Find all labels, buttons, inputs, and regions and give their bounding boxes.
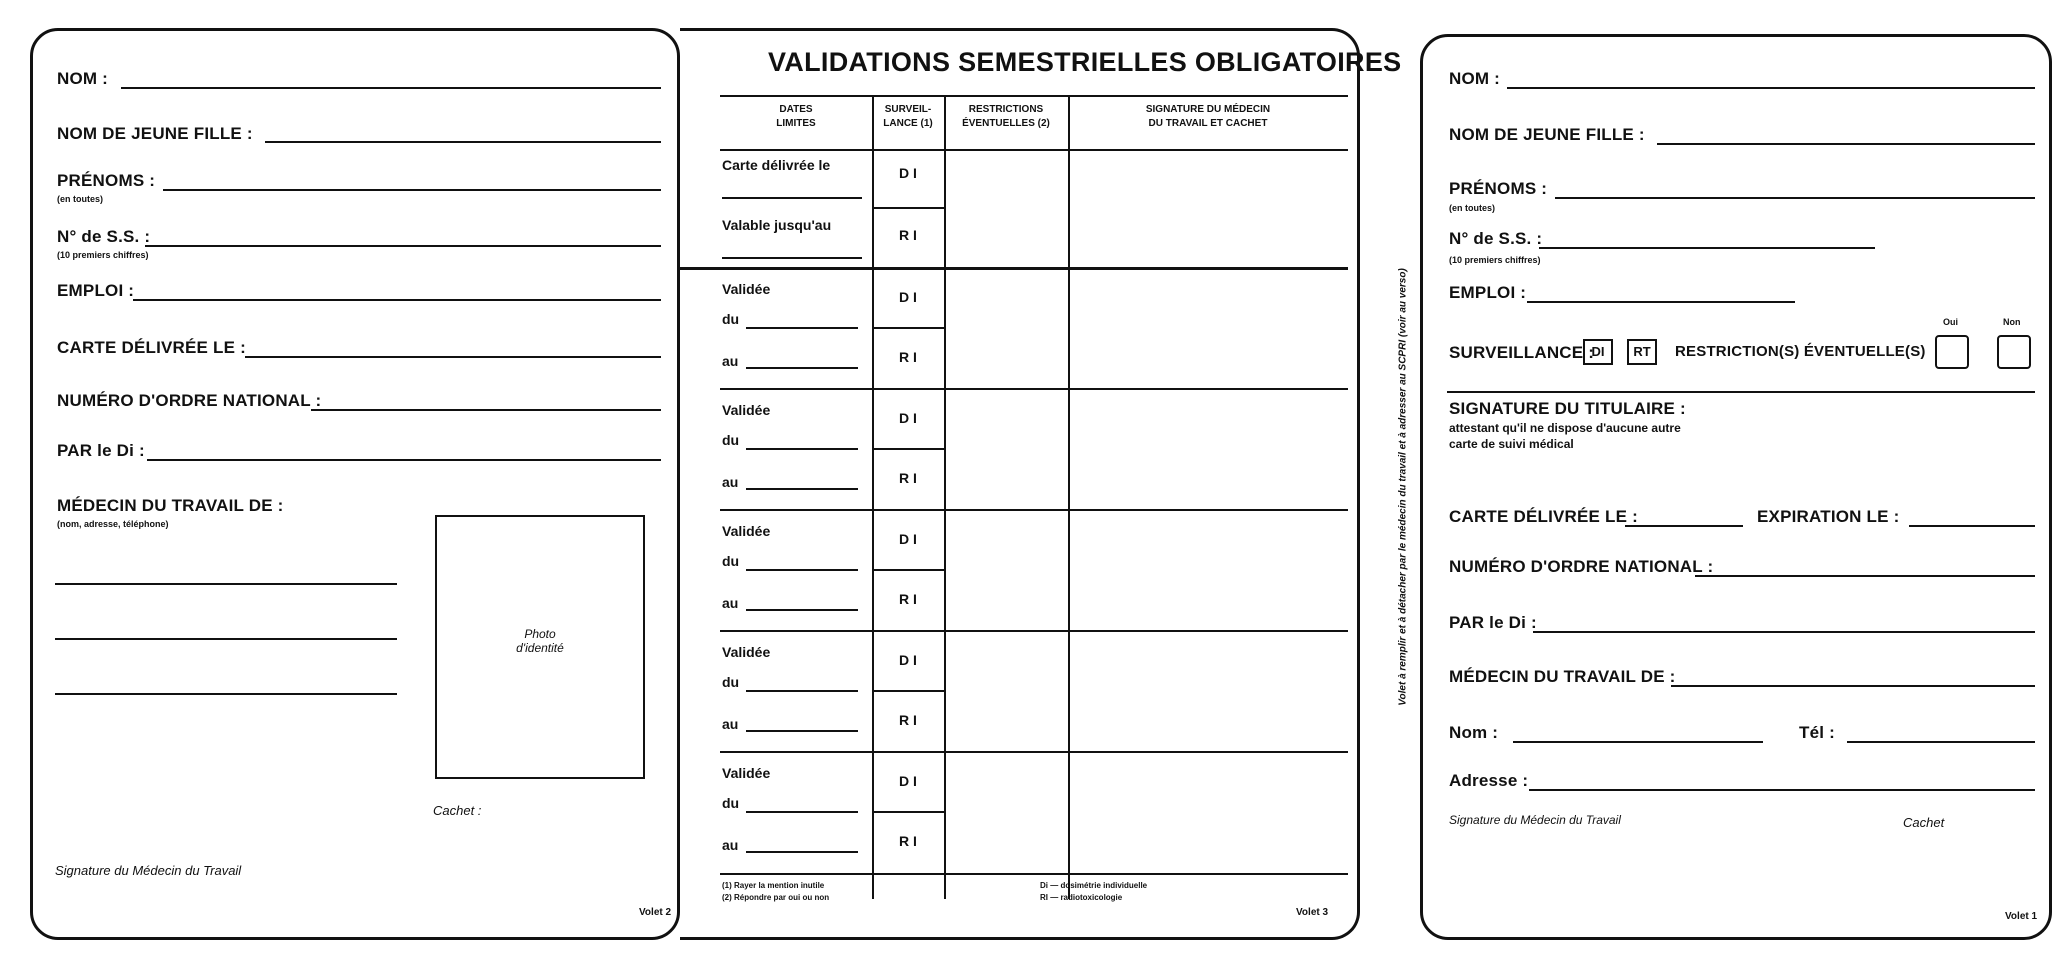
- medecin-line-3[interactable]: [55, 693, 397, 695]
- prenoms-note: (en toutes): [57, 194, 103, 204]
- ss-label: N° de S.S. :: [57, 227, 151, 246]
- volet-1-label: Volet 1: [2005, 911, 2038, 922]
- au-label: au: [722, 474, 739, 490]
- nom-jeune-fille-label: NOM DE JEUNE FILLE :: [57, 124, 253, 143]
- oui-checkbox[interactable]: [1935, 335, 1969, 369]
- au-label: au: [722, 716, 739, 732]
- validee-label: Validée: [722, 402, 771, 418]
- card-volet-3: [680, 28, 1402, 940]
- oui-label: Oui: [1943, 317, 1958, 327]
- rt-checkbox[interactable]: RT: [1627, 339, 1657, 365]
- photo-label: Photo d'identité: [516, 627, 564, 655]
- rt-cell[interactable]: R I: [899, 712, 917, 728]
- du-field[interactable]: [746, 448, 858, 450]
- surv-split: [874, 569, 944, 571]
- valable-cell: Valable jusqu'au: [722, 217, 832, 233]
- block-rule: [720, 630, 1348, 632]
- c3-ss-label: N° de S.S. :: [1449, 229, 1543, 248]
- c3-prenoms-note: (en toutes): [1449, 203, 1495, 213]
- col-divider-3: [1068, 95, 1070, 899]
- au-label: au: [722, 837, 739, 853]
- du-field[interactable]: [746, 327, 858, 329]
- restrictions-label: RESTRICTION(S) ÉVENTUELLE(S): [1675, 343, 1926, 360]
- legend-rt: RI — radiotoxicologie: [1040, 893, 1123, 902]
- du-label: du: [722, 795, 740, 811]
- au-field[interactable]: [746, 609, 858, 611]
- par-le-di-field[interactable]: [147, 459, 661, 461]
- c3-nom2-label: Nom :: [1449, 723, 1499, 742]
- header-dates: DATES LIMITES: [776, 104, 816, 129]
- header-restrictions: RESTRICTIONS ÉVENTUELLES (2): [962, 104, 1050, 129]
- c3-nom-label: NOM :: [1449, 69, 1501, 88]
- ss-field[interactable]: [145, 245, 661, 247]
- adresse-field[interactable]: [1529, 789, 2035, 791]
- header-top-rule: [720, 95, 1348, 97]
- c3-signature-medecin: Signature du Médecin du Travail: [1449, 813, 1621, 827]
- di-cell[interactable]: D I: [899, 773, 917, 789]
- carte-delivree-label: CARTE DÉLIVRÉE LE :: [57, 338, 246, 357]
- block-rule: [720, 751, 1348, 753]
- c3-numero-ordre-field[interactable]: [1695, 575, 2035, 577]
- signature-label: Signature du Médecin du Travail: [55, 863, 242, 878]
- c3-nom-jeune-fille-field[interactable]: [1657, 143, 2035, 145]
- di-checkbox[interactable]: DI: [1583, 339, 1613, 365]
- volet-3-label: Volet 3: [1296, 907, 1329, 918]
- c3-prenoms-label: PRÉNOMS :: [1449, 179, 1548, 198]
- c3-numero-ordre-label: NUMÉRO D'ORDRE NATIONAL :: [1449, 557, 1714, 576]
- carte-delivree-cell: Carte délivrée le: [722, 157, 831, 173]
- block-rule: [720, 388, 1348, 390]
- surv-split: [874, 327, 944, 329]
- au-field[interactable]: [746, 851, 858, 853]
- vertical-note: Volet à remplir et à détacher par le médecin du travail et à adresser au SCPRI (voir au verso): [1397, 268, 1409, 706]
- rt-cell[interactable]: R I: [899, 833, 917, 849]
- du-label: du: [722, 553, 740, 569]
- rt-cell[interactable]: R I: [899, 591, 917, 607]
- col-divider-2: [944, 95, 946, 899]
- numero-ordre-label: NUMÉRO D'ORDRE NATIONAL :: [57, 391, 322, 410]
- par-le-di-label: PAR le Di :: [57, 441, 145, 460]
- validee-label: Validée: [722, 644, 771, 660]
- du-field[interactable]: [746, 569, 858, 571]
- card-volet-2: [30, 28, 680, 940]
- au-label: au: [722, 353, 739, 369]
- c3-carte-delivree-field[interactable]: [1625, 525, 1743, 527]
- tel-label: Tél :: [1799, 723, 1835, 742]
- signature-titulaire-label: SIGNATURE DU TITULAIRE :: [1449, 399, 1686, 418]
- c3-emploi-label: EMPLOI :: [1449, 283, 1527, 302]
- du-label: du: [722, 674, 740, 690]
- validee-label: Validée: [722, 523, 771, 539]
- header-bottom-rule: [720, 149, 1348, 151]
- block-rule-0: [680, 267, 1348, 270]
- footer-rule: [720, 873, 1348, 875]
- valable-date[interactable]: [722, 257, 862, 259]
- di-cell[interactable]: D I: [899, 531, 917, 547]
- medecin-line-2[interactable]: [55, 638, 397, 640]
- rt-cell-0[interactable]: R I: [899, 227, 917, 243]
- validee-label: Validée: [722, 281, 771, 297]
- section-rule-1: [1447, 391, 2035, 393]
- non-checkbox[interactable]: [1997, 335, 2031, 369]
- medecin-note: (nom, adresse, téléphone): [57, 519, 169, 529]
- expiration-label: EXPIRATION LE :: [1757, 507, 1900, 526]
- volet-label: Volet 2: [639, 907, 672, 918]
- c3-ss-field[interactable]: [1539, 247, 1875, 249]
- carte-delivree-field[interactable]: [245, 356, 661, 358]
- c3-par-le-di-field[interactable]: [1533, 631, 2035, 633]
- du-label: du: [722, 311, 740, 327]
- di-cell[interactable]: D I: [899, 410, 917, 426]
- attestant-line-2: carte de suivi médical: [1449, 437, 1574, 451]
- emploi-field[interactable]: [133, 299, 661, 301]
- card-volet-1: [1397, 34, 2052, 940]
- di-cell[interactable]: D I: [899, 289, 917, 305]
- di-cell[interactable]: D I: [899, 652, 917, 668]
- numero-ordre-field[interactable]: [311, 409, 661, 411]
- surv-split: [874, 690, 944, 692]
- au-field[interactable]: [746, 367, 858, 369]
- prenoms-label: PRÉNOMS :: [57, 171, 156, 190]
- surveillance-label: SURVEILLANCE :: [1449, 343, 1595, 362]
- nom-field[interactable]: [121, 87, 661, 89]
- c3-ss-note: (10 premiers chiffres): [1449, 255, 1541, 265]
- c3-medecin-field[interactable]: [1671, 685, 2035, 687]
- c3-par-le-di-label: PAR le Di :: [1449, 613, 1537, 632]
- header-signature: SIGNATURE DU MÉDECIN DU TRAVAIL ET CACHET: [1145, 104, 1271, 129]
- carte-delivree-date[interactable]: [722, 197, 862, 199]
- validee-label: Validée: [722, 765, 771, 781]
- c3-prenoms-field[interactable]: [1555, 197, 2035, 199]
- attestant-line-1: attestant qu'il ne dispose d'aucune autre: [1449, 421, 1681, 435]
- tel-field[interactable]: [1847, 741, 2035, 743]
- c3-nom-jeune-fille-label: NOM DE JEUNE FILLE :: [1449, 125, 1645, 144]
- footnote-1: (1) Rayer la mention inutile: [722, 881, 825, 890]
- c3-nom-field[interactable]: [1507, 87, 2035, 89]
- validations-title: VALIDATIONS SEMESTRIELLES OBLIGATOIRES: [768, 47, 1402, 77]
- expiration-field[interactable]: [1909, 525, 2035, 527]
- di-cell-0[interactable]: D I: [899, 165, 917, 181]
- prenoms-field[interactable]: [163, 189, 661, 191]
- legend-di: Di — dosimétrie individuelle: [1040, 881, 1148, 890]
- c3-medecin-label: MÉDECIN DU TRAVAIL DE :: [1449, 667, 1676, 686]
- ss-note: (10 premiers chiffres): [57, 250, 149, 260]
- nom-label: NOM :: [57, 69, 109, 88]
- emploi-label: EMPLOI :: [57, 281, 135, 300]
- nom-jeune-fille-field[interactable]: [265, 141, 661, 143]
- au-field[interactable]: [746, 730, 858, 732]
- medecin-label: MÉDECIN DU TRAVAIL DE :: [57, 496, 284, 515]
- rt-cell[interactable]: R I: [899, 349, 917, 365]
- rt-cell[interactable]: R I: [899, 470, 917, 486]
- surv-split: [874, 811, 944, 813]
- c3-cachet: Cachet: [1903, 815, 1945, 830]
- cachet-label: Cachet :: [433, 803, 482, 818]
- adresse-label: Adresse :: [1449, 771, 1529, 790]
- c3-emploi-field[interactable]: [1527, 301, 1795, 303]
- medecin-line-1[interactable]: [55, 583, 397, 585]
- du-field[interactable]: [746, 690, 858, 692]
- surv-split: [874, 448, 944, 450]
- du-field[interactable]: [746, 811, 858, 813]
- header-surveillance: SURVEIL- LANCE (1): [883, 104, 933, 129]
- photo-box: [435, 515, 645, 779]
- au-field[interactable]: [746, 488, 858, 490]
- non-label: Non: [2003, 317, 2021, 327]
- au-label: au: [722, 595, 739, 611]
- footnote-2: (2) Répondre par oui ou non: [722, 893, 830, 902]
- du-label: du: [722, 432, 740, 448]
- block-rule: [720, 509, 1348, 511]
- c3-nom2-field[interactable]: [1513, 741, 1763, 743]
- c3-carte-delivree-label: CARTE DÉLIVRÉE LE :: [1449, 507, 1638, 526]
- surv-split-0: [874, 207, 944, 209]
